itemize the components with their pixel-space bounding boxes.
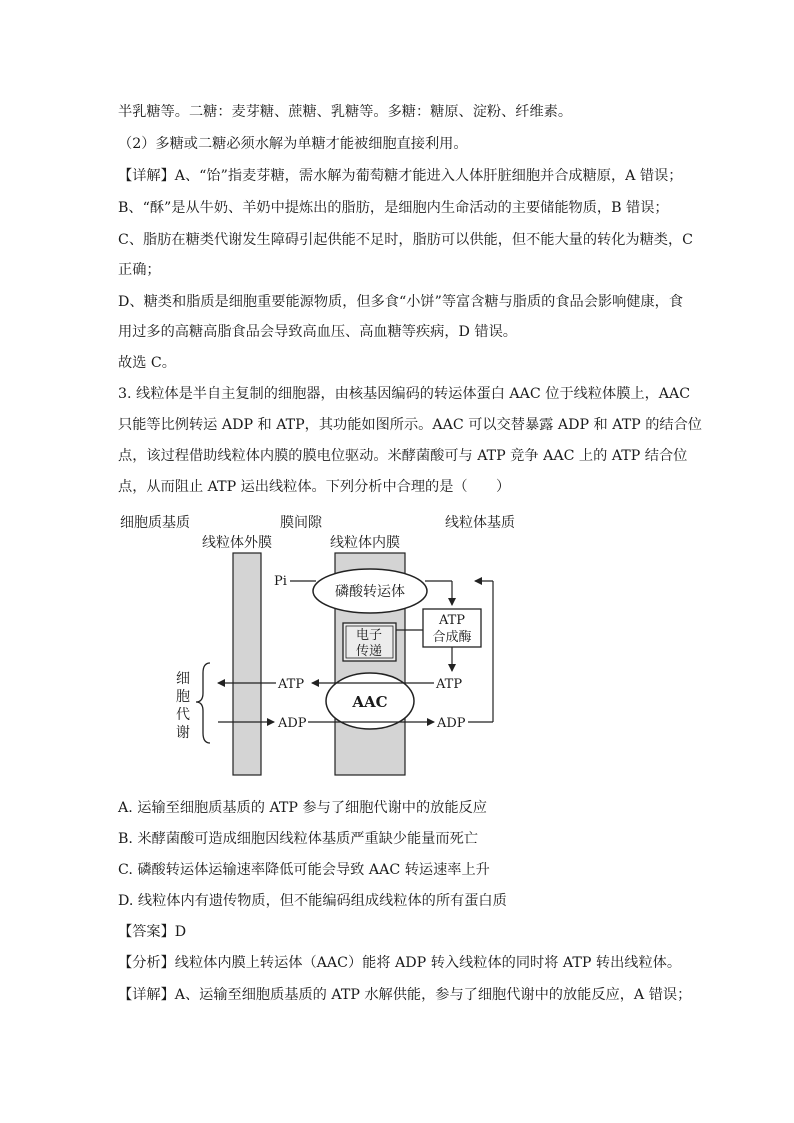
label-inner-membrane: 线粒体内膜 (330, 535, 400, 551)
outer-membrane (233, 553, 261, 775)
paragraph-sugar-types: 半乳糖等。二糖：麦芽糖、蔗糖、乳糖等。多糖：糖原、淀粉、纤维素。 (118, 104, 573, 120)
label-atp-matrix: ATP (436, 677, 463, 692)
label-outer-membrane: 线粒体外膜 (202, 535, 272, 551)
label-intermembrane-space: 膜间隙 (280, 515, 322, 531)
label-metabolism-4: 谢 (176, 725, 190, 741)
mitochondria-aac-diagram (110, 505, 530, 785)
analysis-line: 【分析】线粒体内膜上转运体（AAC）能将 ADP 转入线粒体的同时将 ATP 转出线粒体。 (118, 955, 682, 971)
option-a: A. 运输至细胞质基质的 ATP 参与了细胞代谢中的放能反应 (118, 800, 487, 816)
answer-line: 【答案】D (118, 924, 187, 940)
label-atp-intermembrane: ATP (278, 677, 305, 692)
label-atp-synthase-2: 合成酶 (432, 630, 472, 645)
metabolism-brace (196, 663, 210, 743)
label-aac: AAC (352, 693, 388, 711)
label-phosphate-transporter: 磷酸转运体 (335, 584, 405, 600)
paragraph-conclusion: 故选 C。 (118, 355, 176, 371)
label-pi: Pi (274, 574, 287, 589)
paragraph-detail-d-line2: 用过多的高糖高脂食品会导致高血压、高血糖等疾病，D 错误。 (118, 324, 517, 340)
question-3-line2: 只能等比例转运 ADP 和 ATP，其功能如图所示。AAC 可以交替暴露 ADP 和 ATP 的结合位 (118, 417, 702, 433)
question-3-line3: 点，该过程借助线粒体内膜的膜电位驱动。米酵菌酸可与 ATP 竞争 AAC 上的 ATP 结合位 (118, 448, 688, 464)
paragraph-detail-a: 【详解】A、“饴”指麦芽糖，需水解为葡萄糖才能进入人体肝脏细胞并合成糖原，A 错误； (118, 168, 683, 184)
detail-line: 【详解】A、运输至细胞质基质的 ATP 水解供能，参与了细胞代谢中的放能反应，A 错误； (118, 987, 692, 1003)
paragraph-detail-c-line2: 正确； (118, 262, 161, 278)
question-3-line1: 3. 线粒体是半自主复制的细胞器，由核基因编码的转运体蛋白 AAC 位于线粒体膜上，AAC (118, 386, 691, 402)
label-metabolism-2: 胞 (176, 689, 190, 705)
paragraph-detail-b: B、“酥”是从牛奶、羊奶中提炼出的脂肪，是细胞内生命活动的主要储能物质，B 错误； (118, 200, 669, 216)
question-3-line4: 点，从而阻止 ATP 运出线粒体。下列分析中合理的是（ ） (118, 479, 511, 495)
option-c: C. 磷酸转运体运输速率降低可能会导致 AAC 转运速率上升 (118, 862, 490, 878)
label-electron-1: 电子 (355, 628, 383, 643)
label-cytoplasm: 细胞质基质 (120, 515, 190, 531)
option-b: B. 米酵菌酸可造成细胞因线粒体基质严重缺少能量而死亡 (118, 831, 478, 847)
label-metabolism-1: 细 (176, 671, 190, 687)
label-electron-2: 传递 (355, 644, 383, 659)
label-adp-intermembrane: ADP (278, 716, 307, 731)
label-metabolism-3: 代 (176, 707, 190, 723)
option-d: D. 线粒体内有遗传物质，但不能编码组成线粒体的所有蛋白质 (118, 893, 507, 909)
paragraph-detail-d-line1: D、糖类和脂质是细胞重要能源物质，但多食“小饼”等富含糖与脂质的食品会影响健康，食 (118, 294, 684, 310)
paragraph-detail-c-line1: C、脂肪在糖类代谢发生障碍引起供能不足时，脂肪可以供能，但不能大量的转化为糖类，C (118, 232, 694, 248)
label-mitochondrial-matrix: 线粒体基质 (445, 515, 515, 531)
label-adp-matrix: ADP (437, 716, 466, 731)
paragraph-hydrolysis: （2）多糖或二糖必须水解为单糖才能被细胞直接利用。 (118, 136, 468, 152)
label-atp-synthase-1: ATP (438, 613, 466, 628)
